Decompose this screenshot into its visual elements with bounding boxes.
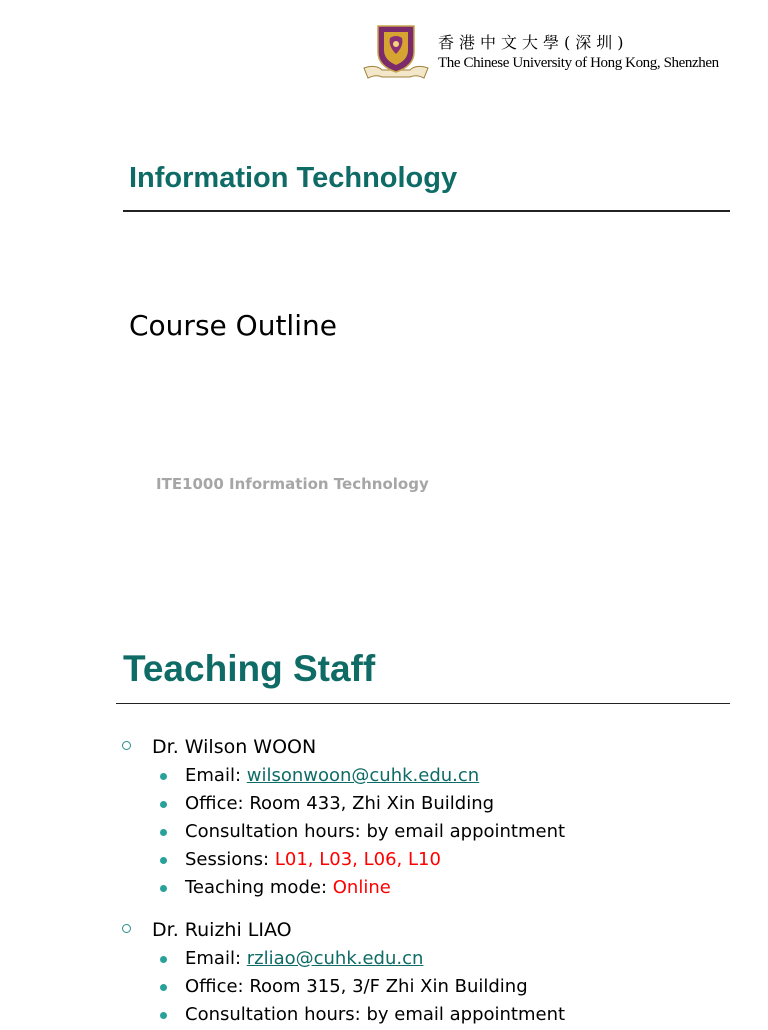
- staff-email-text: Email: rzliao@cuhk.edu.cn: [185, 948, 424, 969]
- teaching-staff-title: Teaching Staff: [123, 648, 376, 689]
- staff-name: Dr. Wilson WOON: [152, 736, 317, 758]
- staff-name: Dr. Ruizhi LIAO: [152, 919, 292, 941]
- staff-email-link[interactable]: rzliao@cuhk.edu.cn: [246, 948, 424, 969]
- dot-bullet-icon: [160, 773, 167, 780]
- university-name-chinese: 香港中文大學(深圳): [438, 33, 629, 52]
- course-code-label: ITE1000 Information Technology: [156, 475, 429, 493]
- teaching-staff-divider: [116, 703, 730, 704]
- staff-consultation: Consultation hours: by email appointment: [185, 821, 566, 842]
- dot-bullet-icon: [160, 984, 167, 991]
- title-divider: [123, 210, 730, 212]
- staff-mode-text: Teaching mode: Online: [185, 877, 391, 898]
- staff-office: Office: Room 433, Zhi Xin Building: [185, 793, 495, 814]
- staff-email-text: Email: wilsonwoon@cuhk.edu.cn: [185, 765, 480, 786]
- university-name-english: The Chinese University of Hong Kong, Shenzhen: [438, 55, 719, 71]
- staff-mode-value: Online: [332, 877, 391, 898]
- staff-email-link[interactable]: wilsonwoon@cuhk.edu.cn: [246, 765, 480, 786]
- dot-bullet-icon: [160, 1012, 167, 1019]
- dot-bullet-icon: [160, 857, 167, 864]
- ring-bullet-icon: [122, 741, 131, 750]
- university-crest-icon: [362, 24, 430, 80]
- dot-bullet-icon: [160, 956, 167, 963]
- slide-title: Information Technology: [129, 162, 458, 194]
- staff-sessions-text: Sessions: L01, L03, L06, L10: [185, 849, 441, 870]
- slide-subtitle: Course Outline: [129, 309, 337, 342]
- dot-bullet-icon: [160, 885, 167, 892]
- staff-office: Office: Room 315, 3/F Zhi Xin Building: [185, 976, 528, 997]
- dot-bullet-icon: [160, 829, 167, 836]
- dot-bullet-icon: [160, 801, 167, 808]
- ring-bullet-icon: [122, 924, 131, 933]
- staff-sessions-value: L01, L03, L06, L10: [274, 849, 441, 870]
- university-logo: [362, 24, 732, 84]
- staff-consultation: Consultation hours: by email appointment: [185, 1004, 566, 1025]
